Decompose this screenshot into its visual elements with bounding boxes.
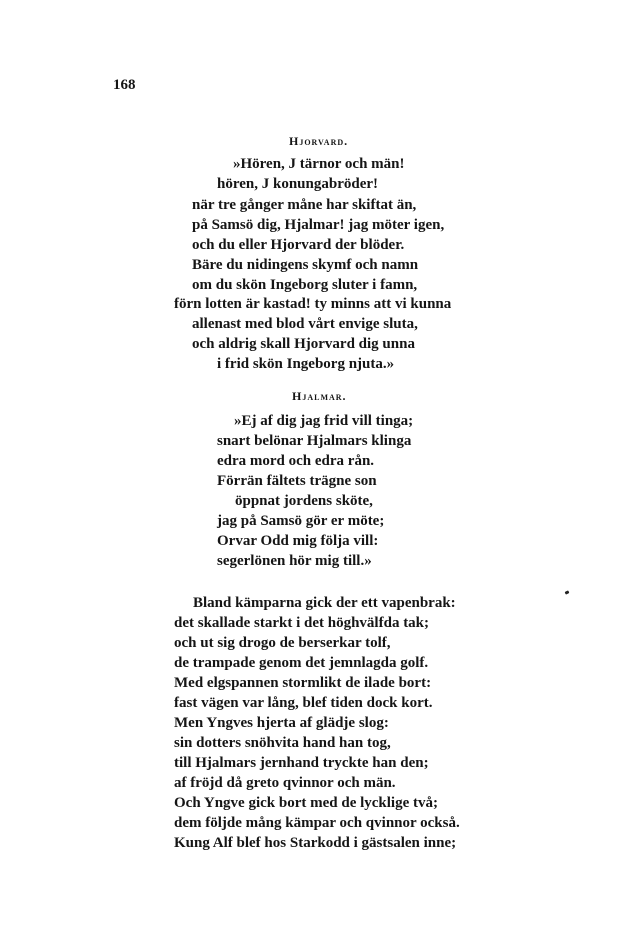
verse-line: Kung Alf blef hos Starkodd i gästsalen inne; xyxy=(174,835,457,851)
verse-line: hören, J konungabröder! xyxy=(217,176,379,192)
verse-line: på Samsö dig, Hjalmar! jag möter igen, xyxy=(192,217,445,233)
verse-line: Bäre du nidingens skymf och namn xyxy=(192,257,419,273)
verse-line: öppnat jordens sköte, xyxy=(235,493,373,509)
verse-line: Förrän fältets trägne son xyxy=(217,473,377,489)
verse-line: jag på Samsö gör er möte; xyxy=(217,513,385,529)
section-heading-hjorvard: Hjorvard. xyxy=(289,134,349,148)
verse-line: i frid skön Ingeborg njuta.» xyxy=(217,356,395,372)
verse-line: edra mord och edra rån. xyxy=(217,453,375,469)
ink-speck xyxy=(565,590,570,594)
verse-line: och du eller Hjorvard der blöder. xyxy=(192,237,405,253)
verse-line: Orvar Odd mig följa vill: xyxy=(217,533,379,549)
verse-line: segerlönen hör mig till.» xyxy=(217,553,372,569)
verse-line: fast vägen var lång, blef tiden dock kort. xyxy=(174,695,433,711)
verse-line: de trampade genom det jemnlagda golf. xyxy=(174,655,429,671)
verse-line: Men Yngves hjerta af glädje slog: xyxy=(174,715,389,731)
verse-line: till Hjalmars jernhand tryckte han den; xyxy=(174,755,429,771)
verse-line: och aldrig skall Hjorvard dig unna xyxy=(192,336,415,352)
verse-line: snart belönar Hjalmars klinga xyxy=(217,433,412,449)
verse-line: det skallade starkt i det höghvälfda tak; xyxy=(174,615,430,631)
verse-line: Bland kämparna gick der ett vapenbrak: xyxy=(193,595,456,611)
verse-line: förn lotten är kastad! ty minns att vi kunna xyxy=(174,296,452,312)
verse-line: sin dotters snöhvita hand han tog, xyxy=(174,735,391,751)
verse-line: och ut sig drogo de berserkar tolf, xyxy=(174,635,391,651)
verse-line: allenast med blod vårt envige sluta, xyxy=(192,316,418,332)
verse-line: af fröjd då greto qvinnor och män. xyxy=(174,775,396,791)
verse-line: Och Yngve gick bort med de lycklige två; xyxy=(174,795,439,811)
verse-line: dem följde mång kämpar och qvinnor också. xyxy=(174,815,460,831)
verse-line: Med elgspannen stormlikt de ilade bort: xyxy=(174,675,432,691)
verse-line: om du skön Ingeborg sluter i famn, xyxy=(192,277,418,293)
page-number: 168 xyxy=(113,77,136,93)
verse-line: »Ej af dig jag frid vill tinga; xyxy=(234,413,414,429)
verse-line: »Hören, J tärnor och män! xyxy=(233,156,405,172)
section-heading-hjalmar: Hjalmar. xyxy=(292,389,347,403)
verse-line: när tre gånger måne har skiftat än, xyxy=(192,197,417,213)
